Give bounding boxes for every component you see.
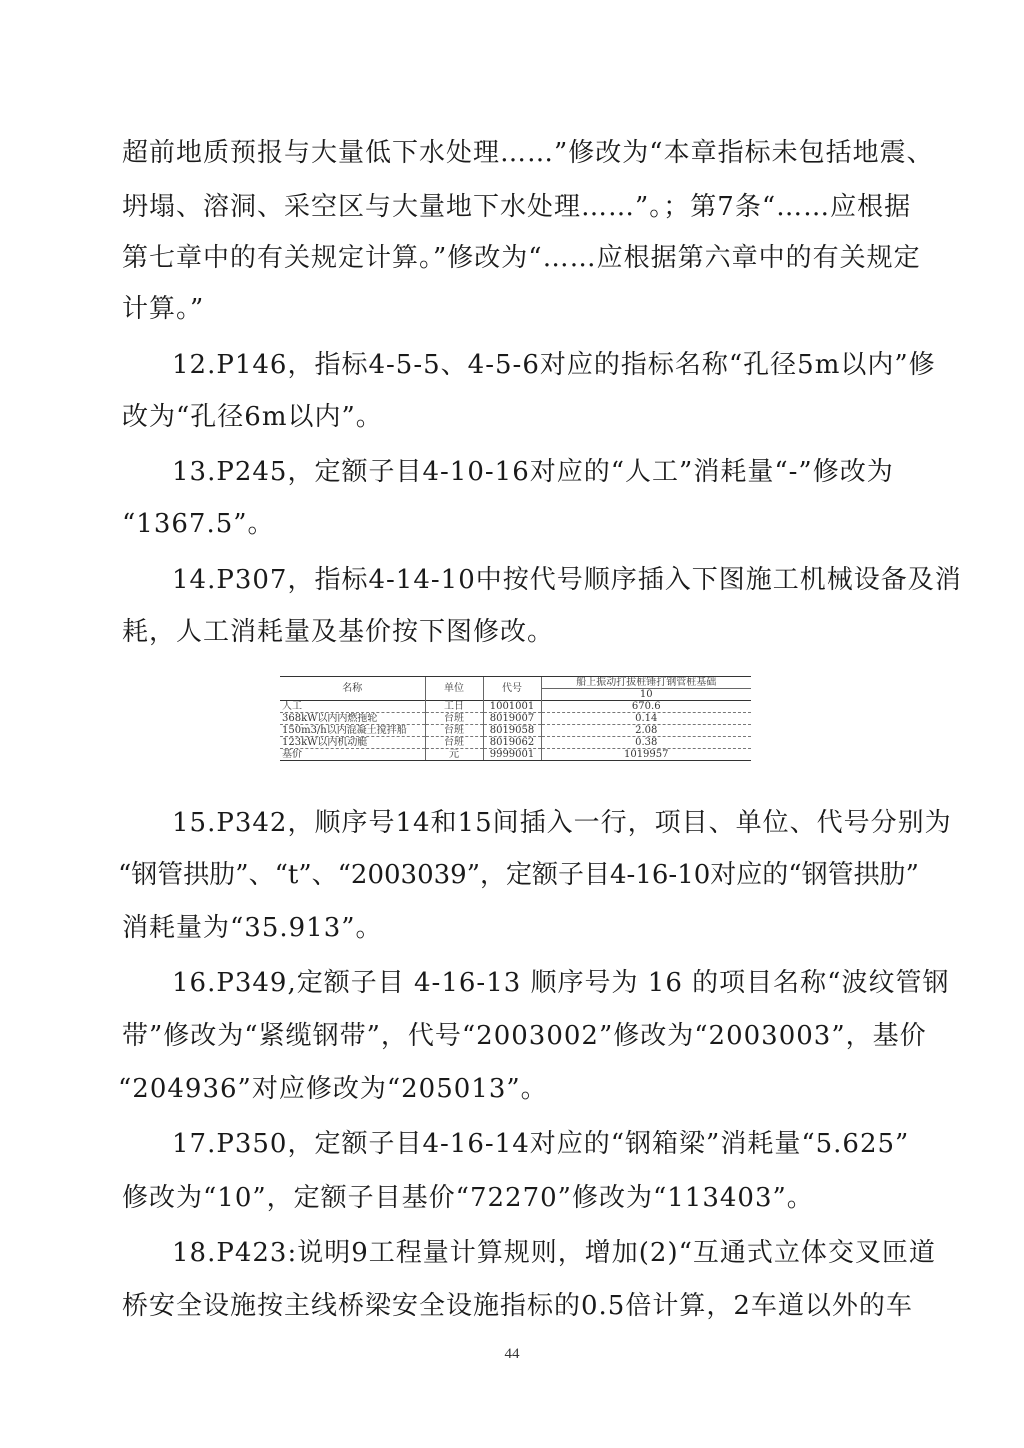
row-code: 8019007 <box>483 713 541 725</box>
machinery-table <box>280 676 751 761</box>
header-code: 代号 <box>483 677 541 701</box>
row-unit: 元 <box>425 749 483 761</box>
item-18-line-2: 桥安全设施按主线桥梁安全设施指标的0.5倍计算，2车道以外的车 <box>122 1291 913 1321</box>
row-unit: 台班 <box>425 737 483 749</box>
row-code: 1001001 <box>483 701 541 713</box>
header-name: 名称 <box>280 677 425 701</box>
row-value: 2.08 <box>541 725 751 737</box>
table-row <box>280 701 751 713</box>
item-16-line-2: 带”修改为“紧缆钢带”，代号“2003002”修改为“2003003”，基价 <box>122 1021 927 1051</box>
page-number: 44 <box>504 1346 520 1362</box>
table-row <box>280 749 751 761</box>
item-16-line-3: “204936”对应修改为“205013”。 <box>118 1074 548 1104</box>
row-value: 0.14 <box>541 713 751 725</box>
table-row <box>280 737 751 749</box>
header-sub: 10 <box>541 689 751 701</box>
item-15-line-1: 15.P342，顺序号14和15间插入一行，项目、单位、代号分别为 <box>172 808 952 838</box>
row-code: 9999001 <box>483 749 541 761</box>
row-unit: 工日 <box>425 701 483 713</box>
item-14-line-1: 14.P307，指标4-14-10中按代号顺序插入下图施工机械设备及消 <box>172 565 962 595</box>
item-12-line-1: 12.P146，指标4-5-5、4-5-6对应的指标名称“孔径5m以内”修 <box>172 350 936 380</box>
text-line-2: 坍塌、溶洞、采空区与大量地下水处理……”。；第7条“……应根据 <box>122 192 912 222</box>
item-13-line-1: 13.P245，定额子目4-10-16对应的“人工”消耗量“-”修改为 <box>172 457 894 487</box>
item-15-line-2: “钢管拱肋”、“t”、“2003039”，定额子目4-16-10对应的“钢管拱肋” <box>118 860 919 890</box>
item-15-line-3: 消耗量为“35.913”。 <box>122 913 383 943</box>
row-value: 1019957 <box>541 749 751 761</box>
text-line-4: 计算。” <box>122 294 205 324</box>
row-code: 8019062 <box>483 737 541 749</box>
item-17-line-2: 修改为“10”，定额子目基价“72270”修改为“113403”。 <box>122 1183 814 1213</box>
row-value: 0.38 <box>541 737 751 749</box>
row-name: 人工 <box>280 701 425 713</box>
text-line-1: 超前地质预报与大量低下水处理……”修改为“本章指标未包括地震、 <box>122 138 934 168</box>
table-row <box>280 713 751 725</box>
row-unit: 台班 <box>425 725 483 737</box>
item-17-line-1: 17.P350，定额子目4-16-14对应的“钢箱梁”消耗量“5.625” <box>172 1129 910 1159</box>
row-name: 基价 <box>280 749 425 761</box>
header-group: 船上振动打拔桩锤打钢管桩基础 <box>541 677 751 689</box>
row-unit: 台班 <box>425 713 483 725</box>
item-13-line-2: “1367.5”。 <box>122 509 275 539</box>
text-line-3: 第七章中的有关规定计算。”修改为“……应根据第六章中的有关规定 <box>122 243 921 273</box>
row-name: 150m3/h以内混凝土搅拌船 <box>280 725 425 737</box>
item-12-line-2: 改为“孔径6m以内”。 <box>122 402 383 432</box>
header-unit: 单位 <box>425 677 483 701</box>
row-code: 8019058 <box>483 725 541 737</box>
item-18-line-1: 18.P423:说明9工程量计算规则，增加(2)“互通式立体交叉匝道 <box>172 1238 936 1268</box>
row-name: 368kW以内内燃拖轮 <box>280 713 425 725</box>
row-value: 670.6 <box>541 701 751 713</box>
table-row <box>280 725 751 737</box>
item-16-line-1: 16.P349,定额子目 4-16-13 顺序号为 16 的项目名称“波纹管钢 <box>172 968 950 998</box>
item-14-line-2: 耗，人工消耗量及基价按下图修改。 <box>122 617 555 647</box>
row-name: 123kW以内机动艇 <box>280 737 425 749</box>
